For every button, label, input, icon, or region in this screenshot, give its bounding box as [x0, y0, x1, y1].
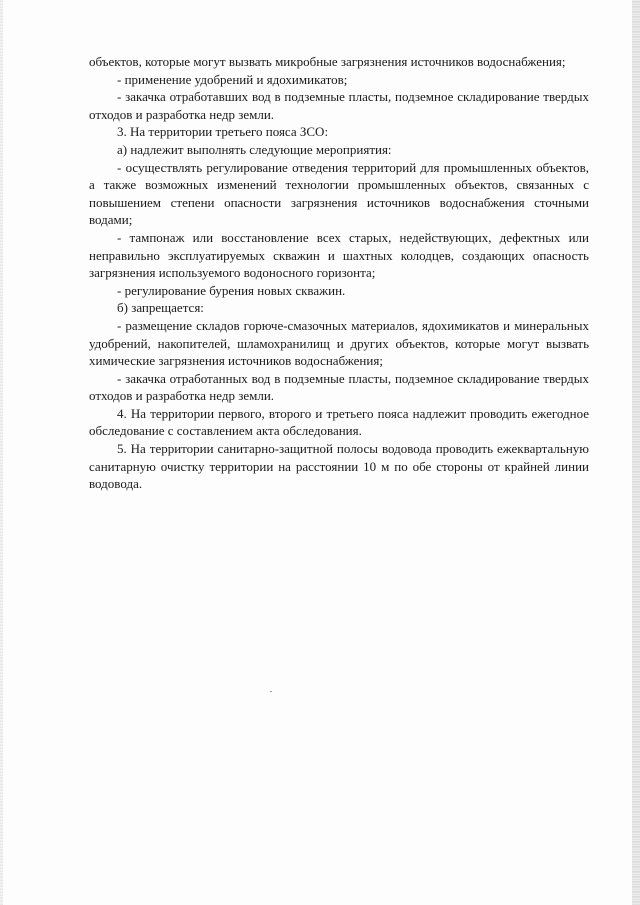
- scan-right-edge: [632, 0, 640, 905]
- paragraph-item: - регулирование бурения новых скважин.: [117, 282, 346, 298]
- paragraph-item: - закачка отработавших вод в подземные пласты, подземное складирование твердых отходов и разработка недр земли.: [89, 89, 589, 122]
- paragraph-item: - тампонаж или восстановление всех старых, недействующих, дефектных или неправильно эксплуатируемых скважин и шахтных колодцев, создающих опасность загрязнения используемого водоносного горизонта;: [89, 229, 589, 281]
- paragraph-numbered: 4. На территории первого, второго и третьего пояса надлежит проводить ежегодное обследование с составлением акта обследования.: [89, 405, 589, 439]
- paragraph-section-heading: 3. На территории третьего пояса ЗСО:: [117, 124, 329, 140]
- scan-speck: [270, 691, 272, 692]
- paragraph-item: - осуществлять регулирование отведения территорий для промышленных объектов, а также возможных изменений технологии промышленных объектов, связанных с повышением степени опасности загрязнения источников водоснабжения сточными водами;: [89, 159, 589, 228]
- paragraph-subheading: б) запрещается:: [117, 300, 204, 316]
- paragraph-subheading: а) надлежит выполнять следующие мероприятия:: [117, 141, 392, 157]
- paragraph-item: - применение удобрений и ядохимикатов;: [117, 71, 348, 87]
- paragraph-item: - закачка отработанных вод в подземные пласты, подземное складирование твердых отходов и разработка недр земли.: [89, 370, 589, 404]
- paragraph-numbered: 5. На территории санитарно-защитной полосы водовода проводить ежеквартальную санитарную очистку территории на расстоянии 10 м по обе стороны от крайней линии водовода.: [89, 441, 589, 492]
- paragraph-item: - размещение складов горюче-смазочных материалов, ядохимикатов и минеральных удобрений, накопителей, шламохранилищ и других объектов, которые могут вызвать химические загрязнения источников водоснабжения;: [89, 317, 589, 369]
- document-body: [89, 53, 589, 493]
- paragraph-continuation: объектов, которые могут вызвать микробные загрязнения источников водоснабжения;: [89, 54, 566, 69]
- scan-left-edge: [0, 0, 3, 905]
